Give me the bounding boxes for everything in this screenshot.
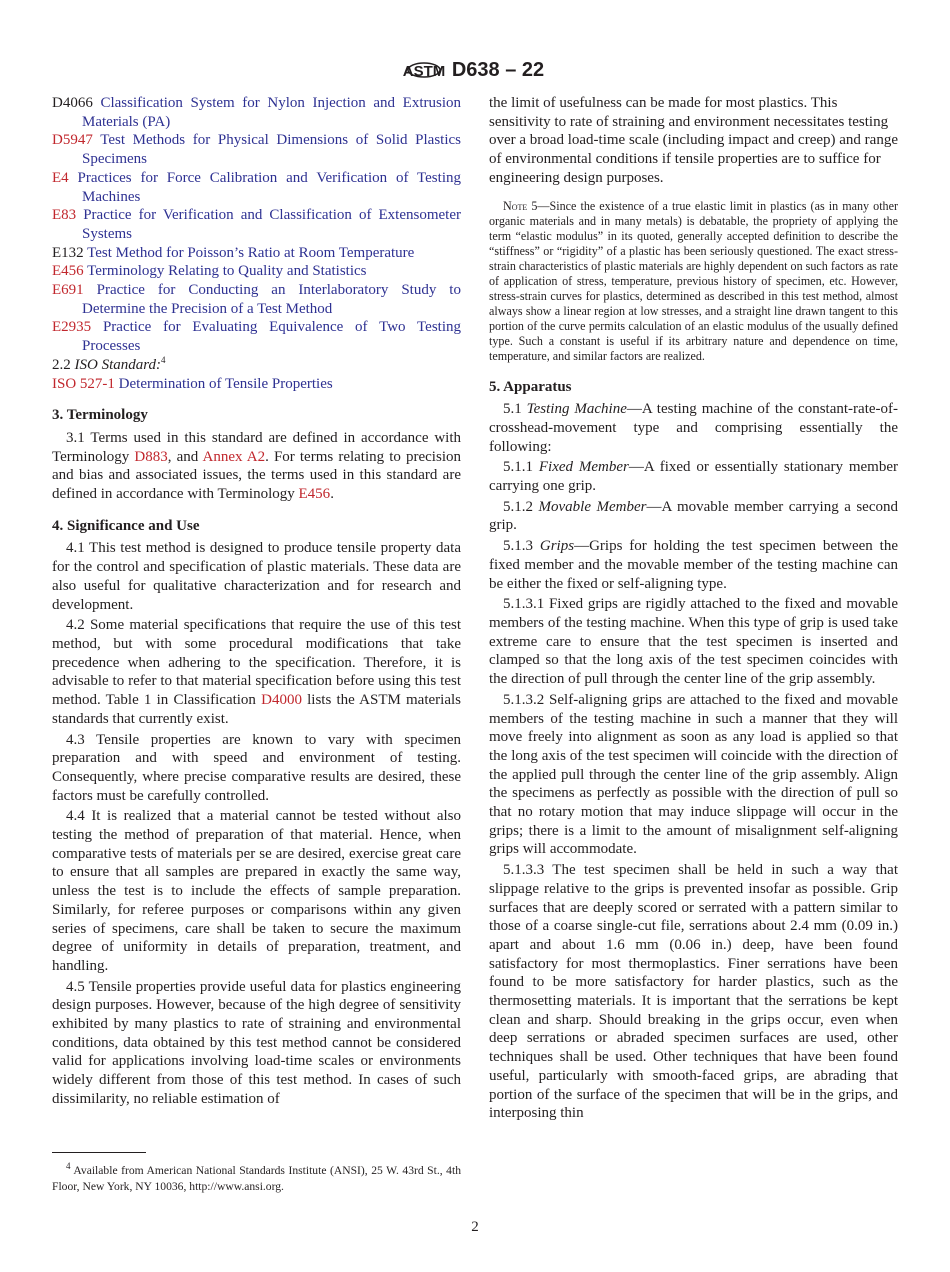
reference-item	[52, 131, 461, 168]
standard-title-link[interactable]: Determination of Tensile Properties	[118, 375, 333, 392]
text-run: 5.1.2	[503, 498, 539, 515]
footnote-mark: 4	[66, 1161, 71, 1172]
paragraph	[52, 539, 461, 614]
paragraph	[52, 978, 461, 1109]
left-column	[52, 94, 461, 1111]
paragraph	[489, 458, 898, 495]
standard-code-link[interactable]: E691	[52, 282, 97, 299]
standard-code-link[interactable]: D883	[134, 448, 168, 465]
footnote	[52, 1163, 461, 1194]
standard-code-link[interactable]: E456	[298, 486, 331, 503]
standard-title-link[interactable]: Practices for Force Calibration and Verification of Testing Machines	[77, 169, 461, 205]
text-run: 4.2 Some material specifications that require the use of this test method, but with some procedural modifications that take precedence when adhering to the specification. Therefore, it is advisable to refer to that material specification before using this test method. Table 1 in Classification	[52, 617, 461, 709]
standard-title-link[interactable]: Practice for Evaluating Equivalence of Two Testing Processes	[82, 319, 461, 355]
reference-item	[52, 262, 461, 281]
footnote-text: Available from American National Standards Institute (ANSI), 25 W. 43rd St., 4th Floor, New York, NY 10036, http://www.ansi.org.	[52, 1164, 461, 1193]
text-run: 4.5 Tensile properties provide useful data for plastics engineering design purposes. However, because of the high degree of sensitivity exhibited by many plastics to rate of straining and environmental conditions, data obtained by this test method cannot be considered valid for applications involving load-time scales or environments widely different from those of this test method. In cases of such dissimilarity, no reliable estimation of	[52, 978, 461, 1107]
standard-title-link[interactable]: Classification System for Nylon Injection and Extrusion Materials (PA)	[82, 95, 461, 130]
standard-title-link[interactable]: Test Method for Poisson’s Ratio at Room Temperature	[87, 244, 415, 261]
standard-code-link[interactable]: E2935	[52, 319, 103, 336]
text-run: 5.1.3	[503, 538, 540, 555]
text-run: 5.1.3.3 The test specimen shall be held in such a way that slippage relative to the grips is prevented insofar as possible. Grip surfaces that are deeply scored or serrated with a pattern similar to those of a coarse single-cut file, serrations about 2.4 mm (0.09 in.) apart and about 1.6 mm (0.06 in.) deep, have been found satisfactory for most thermoplastics. Finer serrations have been found to be more satisfactory for harder plastics, such as the thermosetting materials. It is important that the serrations be kept clean and sharp. Should breaking in the grips occur, even when deep serrations or abraded specimen surfaces are used, other techniques shall be used. Other techniques that have been found useful, particularly with smooth-faced grips, are abrading that portion of the surface of the specimen that will be in the grips, and interposing thin	[489, 862, 898, 1122]
text-run: 2.2	[52, 356, 75, 373]
page-header	[0, 55, 950, 85]
text-run: Note	[503, 198, 528, 213]
paragraph	[489, 861, 898, 1123]
text-run: Testing Machine	[526, 401, 627, 418]
text-run: the limit of usefulness can be made for most plastics. This sensitivity to rate of straining and environment necessitates testing over a broad load-time scale (including impact and creep) and range of environmental conditions if tensile properties are to suffice for engineering design purposes.	[489, 95, 898, 186]
paragraph	[489, 595, 898, 689]
right-column	[489, 94, 898, 1125]
standard-code-link[interactable]: E83	[52, 207, 84, 224]
text-run: D4066	[52, 95, 101, 111]
text-run: ISO Standard:	[74, 356, 162, 373]
reference-item	[52, 169, 461, 206]
standard-title-link[interactable]: Terminology Relating to Quality and Statistics	[87, 263, 367, 280]
text-run: 5.1.3.1 Fixed grips are rigidly attached to the fixed and movable members of the testing machine. When this type of grip is used take extreme care to ensure that the test specimen is inserted and clamped so that the long axis of the test specimen coincides with the direction of pull through the center line of the grip assembly.	[489, 596, 898, 688]
svg-text:ASTM: ASTM	[402, 63, 446, 80]
page-number: 2	[471, 1219, 479, 1235]
text-run: 3. Terminology	[52, 407, 148, 424]
text-run: 3.1 Terms used in this standard are defined in accordance with Terminology	[52, 429, 461, 465]
text-run: —A testing machine of the constant-rate-of-crosshead-movement type and comprising essentially the following:	[489, 401, 899, 455]
paragraph	[52, 616, 461, 728]
paragraph	[489, 400, 898, 456]
text-run: 5—Since the existence of a true elastic limit in plastics (as in many other organic materials and in many metals) is debatable, the propriety of applying the term “elastic modulus” in its quoted, generally accepted definition to describe the “stiffness” or “rigidity” of a plastic has been seriously questioned. The exact stress-strain characteristics of plastic materials are highly dependent on such factors as rate of application of stress, temperature, previous history of specimen, etc. However, stress-strain curves for plastics, determined as described in this test method, almost always show a linear region at low stresses, and a straight line drawn tangent to this portion of the curve permits calculation of an elastic modulus of the usually defined type. Such a constant is useful if its arbitrary nature and dependence on time, temperature, and similar factors are realized.	[489, 198, 899, 364]
astm-logo-icon	[402, 55, 446, 85]
document-designation: D638 – 22	[451, 58, 545, 81]
paragraph	[489, 537, 898, 593]
paragraph	[52, 807, 461, 975]
paragraph	[489, 498, 898, 535]
section-heading	[52, 406, 461, 425]
section-heading	[52, 517, 461, 536]
text-run: Grips	[539, 538, 575, 555]
footnote-divider	[52, 1152, 146, 1153]
text-run: —A fixed or essentially stationary member carrying one grip.	[489, 459, 899, 495]
reference-item	[52, 318, 461, 355]
standard-code-link[interactable]: D4000	[261, 692, 302, 709]
text-run: E132	[52, 244, 88, 261]
text-run: 4.1 This test method is designed to produce tensile property data for the control and specification of plastic materials. These data are also useful for qualitative characterization and for research and development.	[52, 540, 461, 613]
text-run: Movable Member	[538, 498, 647, 515]
paragraph	[52, 731, 461, 806]
paragraph	[489, 691, 898, 859]
text-run: Fixed Member	[538, 459, 629, 476]
paragraph	[489, 94, 898, 188]
standard-code-link[interactable]: ISO 527-1	[52, 375, 119, 392]
text-run: lists the ASTM materials standards that currently exist.	[52, 692, 461, 727]
standard-title-link[interactable]: Practice for Verification and Classification of Extensometer Systems	[82, 207, 461, 242]
text-run: 4. Significance and Use	[52, 517, 200, 534]
paragraph	[52, 429, 461, 504]
text-run: 4.4 It is realized that a material cannot be tested without also testing the method of preparation of that material. Hence, when comparative tests of materials per se are desired, exercise great care to ensure that all samples are prepared in exactly the same way, unless the test is to include the effects of sample preparation. Similarly, for referee purposes or comparisons within any given series of specimens, care shall be taken to secure the maximum degree of uniformity in details of preparation, treatment, and handling.	[52, 808, 461, 974]
standard-code-link[interactable]: E456	[52, 263, 88, 280]
text-run: 4	[161, 354, 166, 365]
text-run: . For terms relating to precision and bias and associated issues, the terms used in this standard are defined in accordance with Terminology	[52, 448, 461, 503]
reference-item	[52, 94, 461, 131]
paragraph	[52, 375, 461, 394]
text-run: 4.3 Tensile properties are known to vary with specimen preparation and with speed and environment of testing. Consequently, where precise comparative results are desired, these factors must be carefully controlled.	[52, 731, 461, 804]
text-run: 5.1	[503, 401, 527, 418]
paragraph	[52, 356, 461, 375]
text-run: 5. Apparatus	[489, 378, 572, 395]
standard-code-link[interactable]: E4	[52, 169, 78, 186]
standard-title-link[interactable]: Practice for Conducting an Interlaboratory Study to Determine the Precision of a Test Method	[82, 282, 461, 317]
text-run: , and	[167, 448, 203, 465]
text-run: 5.1.3.2 Self-aligning grips are attached to the fixed and movable members of the testing machine in such a manner that they will move freely into alignment as soon as any load is applied so that the long axis of the test specimen will coincide with the direction of the applied pull through the center line of the grip assembly. Align the specimens as perfectly as possible with the direction of pull so that no rotary motion that may induce slippage will occur in the grips; there is a limit to the amount of misalignment self-aligning grips will accommodate.	[489, 691, 898, 858]
note	[489, 199, 898, 365]
reference-item	[52, 281, 461, 318]
reference-item	[52, 244, 461, 263]
text-run: .	[330, 486, 334, 503]
text-run: —A movable member carrying a second grip.	[489, 498, 898, 534]
standard-code-link[interactable]: Annex A2	[202, 448, 266, 465]
section-heading	[489, 378, 898, 397]
standard-code-link[interactable]: D5947	[52, 132, 101, 149]
standard-title-link[interactable]: Test Methods for Physical Dimensions of Solid Plastics Specimens	[82, 132, 462, 168]
reference-item	[52, 206, 461, 243]
text-run: —Grips for holding the test specimen between the fixed member and the movable member of the testing machine can be either the fixed or self-aligning type.	[489, 538, 899, 592]
text-run: 5.1.1	[503, 459, 539, 476]
